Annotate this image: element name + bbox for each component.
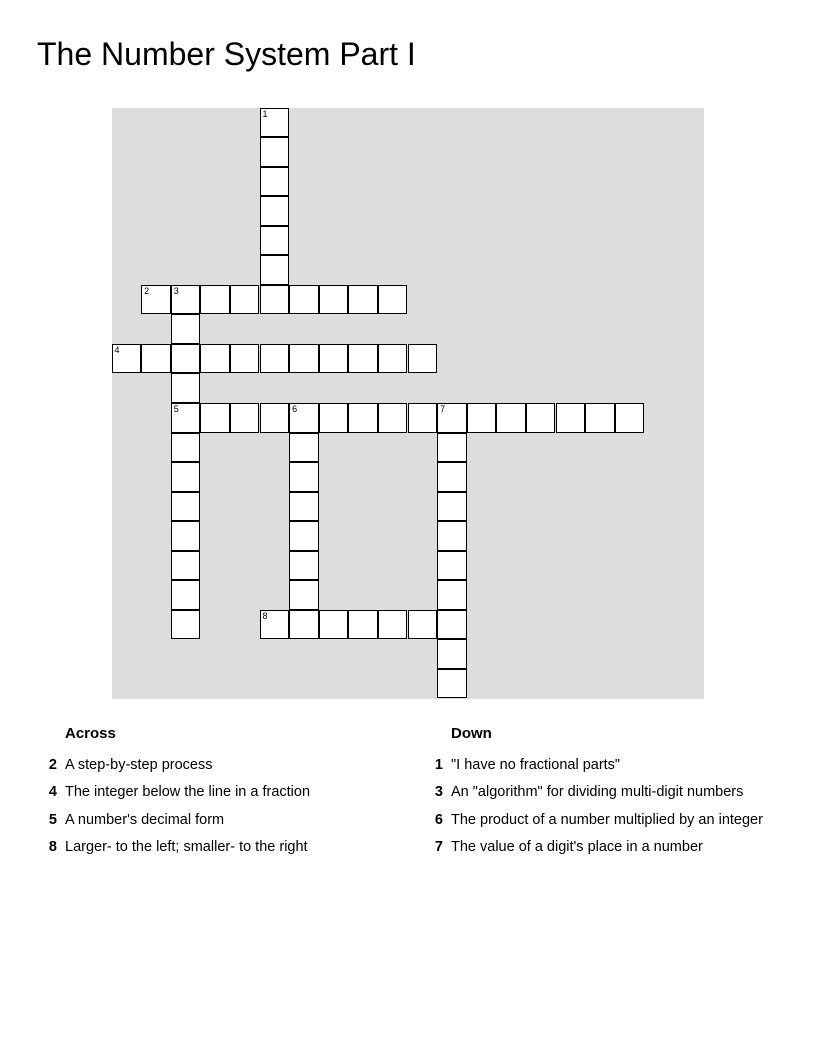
clue-text: "I have no fractional parts" <box>451 757 621 773</box>
grid-cell[interactable] <box>171 285 201 315</box>
grid-cell[interactable] <box>200 403 230 433</box>
grid-cell[interactable] <box>348 610 378 640</box>
grid-cell[interactable] <box>230 344 260 374</box>
cell-number: 5 <box>173 404 179 414</box>
clue-text: The value of a digit's place in a number <box>451 839 703 856</box>
grid-cell[interactable] <box>319 344 349 374</box>
clue-number: 8 <box>48 839 57 856</box>
grid-cell[interactable] <box>437 669 467 699</box>
cell-number: 6 <box>292 404 298 414</box>
grid-cell[interactable] <box>141 285 171 315</box>
clue-text: A step-by-step process <box>65 757 213 773</box>
grid-cell[interactable] <box>319 403 349 433</box>
grid-cell[interactable] <box>319 285 349 315</box>
grid-cell[interactable] <box>260 137 290 167</box>
cell-number: 7 <box>440 404 446 414</box>
grid-cell[interactable] <box>496 403 526 433</box>
grid-cell[interactable] <box>171 610 201 640</box>
grid-cell[interactable] <box>289 403 319 433</box>
clue-number: 1 <box>434 757 443 773</box>
grid-cell[interactable] <box>289 492 319 522</box>
grid-cell[interactable] <box>615 403 645 433</box>
grid-cell[interactable] <box>171 462 201 492</box>
clue-number: 4 <box>48 784 57 801</box>
grid-cell[interactable] <box>171 373 201 403</box>
cell-number: 3 <box>173 285 179 296</box>
grid-cell[interactable] <box>260 226 290 256</box>
grid-cell[interactable] <box>437 639 467 669</box>
down-clue <box>434 782 763 809</box>
clue-number: 6 <box>434 811 443 828</box>
grid-cell[interactable] <box>526 403 556 433</box>
clue-text: An "algorithm" for dividing multi-digit numbers <box>451 784 744 801</box>
grid-cell[interactable] <box>200 344 230 374</box>
grid-cell[interactable] <box>408 403 438 433</box>
grid-cell[interactable] <box>408 610 438 640</box>
cell-number: 2 <box>144 285 150 296</box>
grid-cell[interactable] <box>200 285 230 315</box>
down-heading: Down <box>451 725 492 742</box>
grid-cell[interactable] <box>289 610 319 640</box>
across-heading: Across <box>65 725 116 742</box>
down-clue-list <box>434 755 763 865</box>
grid-cell[interactable] <box>171 344 201 374</box>
grid-cell[interactable] <box>289 285 319 315</box>
grid-cell[interactable] <box>348 344 378 374</box>
crossword-grid <box>112 108 704 699</box>
grid-cell[interactable] <box>260 344 290 374</box>
grid-cell[interactable] <box>230 403 260 433</box>
grid-cell[interactable] <box>171 492 201 522</box>
clue-text: The integer below the line in a fraction <box>65 784 311 801</box>
grid-cell[interactable] <box>289 433 319 463</box>
cell-number: 8 <box>262 610 268 621</box>
clue-number: 7 <box>434 839 443 856</box>
grid-cell[interactable] <box>171 433 201 463</box>
grid-cell[interactable] <box>112 344 142 374</box>
clue-text: Larger- to the left; smaller- to the right <box>65 839 308 856</box>
grid-cell[interactable] <box>171 314 201 344</box>
across-clue-list <box>48 755 311 865</box>
across-clue <box>48 810 310 837</box>
clue-number: 2 <box>48 757 57 773</box>
grid-cell[interactable] <box>437 580 467 610</box>
cell-number: 1 <box>262 108 268 119</box>
grid-cell[interactable] <box>289 551 319 581</box>
grid-cell[interactable] <box>585 403 615 433</box>
grid-cell[interactable] <box>437 551 467 581</box>
grid-cell[interactable] <box>260 196 290 226</box>
grid-cell[interactable] <box>348 285 378 315</box>
grid-cell[interactable] <box>260 285 290 315</box>
grid-cell[interactable] <box>289 580 319 610</box>
grid-cell[interactable] <box>171 551 201 581</box>
grid-cell[interactable] <box>141 344 171 374</box>
page-title: The Number System Part I <box>37 36 416 72</box>
grid-cell[interactable] <box>171 403 201 433</box>
clue-number: 5 <box>48 811 57 828</box>
down-clue <box>434 755 763 782</box>
grid-cell[interactable] <box>289 521 319 551</box>
grid-cell[interactable] <box>260 403 290 433</box>
grid-cell[interactable] <box>260 610 290 640</box>
across-clue <box>48 755 310 782</box>
grid-cell[interactable] <box>260 255 290 285</box>
clue-number: 3 <box>434 784 443 801</box>
grid-cell[interactable] <box>437 403 467 433</box>
grid-cell[interactable] <box>378 344 408 374</box>
grid-cell[interactable] <box>437 462 467 492</box>
grid-cell[interactable] <box>437 492 467 522</box>
grid-cell[interactable] <box>378 285 408 315</box>
down-clue <box>434 810 763 837</box>
grid-cell[interactable] <box>556 403 586 433</box>
grid-cell[interactable] <box>260 108 290 138</box>
grid-cell[interactable] <box>289 344 319 374</box>
grid-cell[interactable] <box>260 167 290 197</box>
grid-cell[interactable] <box>230 285 260 315</box>
down-clue <box>434 837 763 864</box>
grid-cell[interactable] <box>171 521 201 551</box>
grid-cell[interactable] <box>378 403 408 433</box>
grid-cell[interactable] <box>319 610 349 640</box>
grid-cell[interactable] <box>408 344 438 374</box>
across-clue <box>48 782 311 809</box>
grid-cell[interactable] <box>437 521 467 551</box>
clue-text: The product of a number multiplied by an integer <box>451 811 763 828</box>
grid-cell[interactable] <box>437 433 467 463</box>
grid-cell[interactable] <box>467 403 497 433</box>
across-clue <box>48 837 310 864</box>
grid-cell[interactable] <box>348 403 378 433</box>
grid-cell[interactable] <box>289 462 319 492</box>
clue-text: A number's decimal form <box>65 811 225 828</box>
grid-cell[interactable] <box>378 610 408 640</box>
grid-cell[interactable] <box>171 580 201 610</box>
grid-cell[interactable] <box>437 610 467 640</box>
cell-number: 4 <box>114 344 120 355</box>
